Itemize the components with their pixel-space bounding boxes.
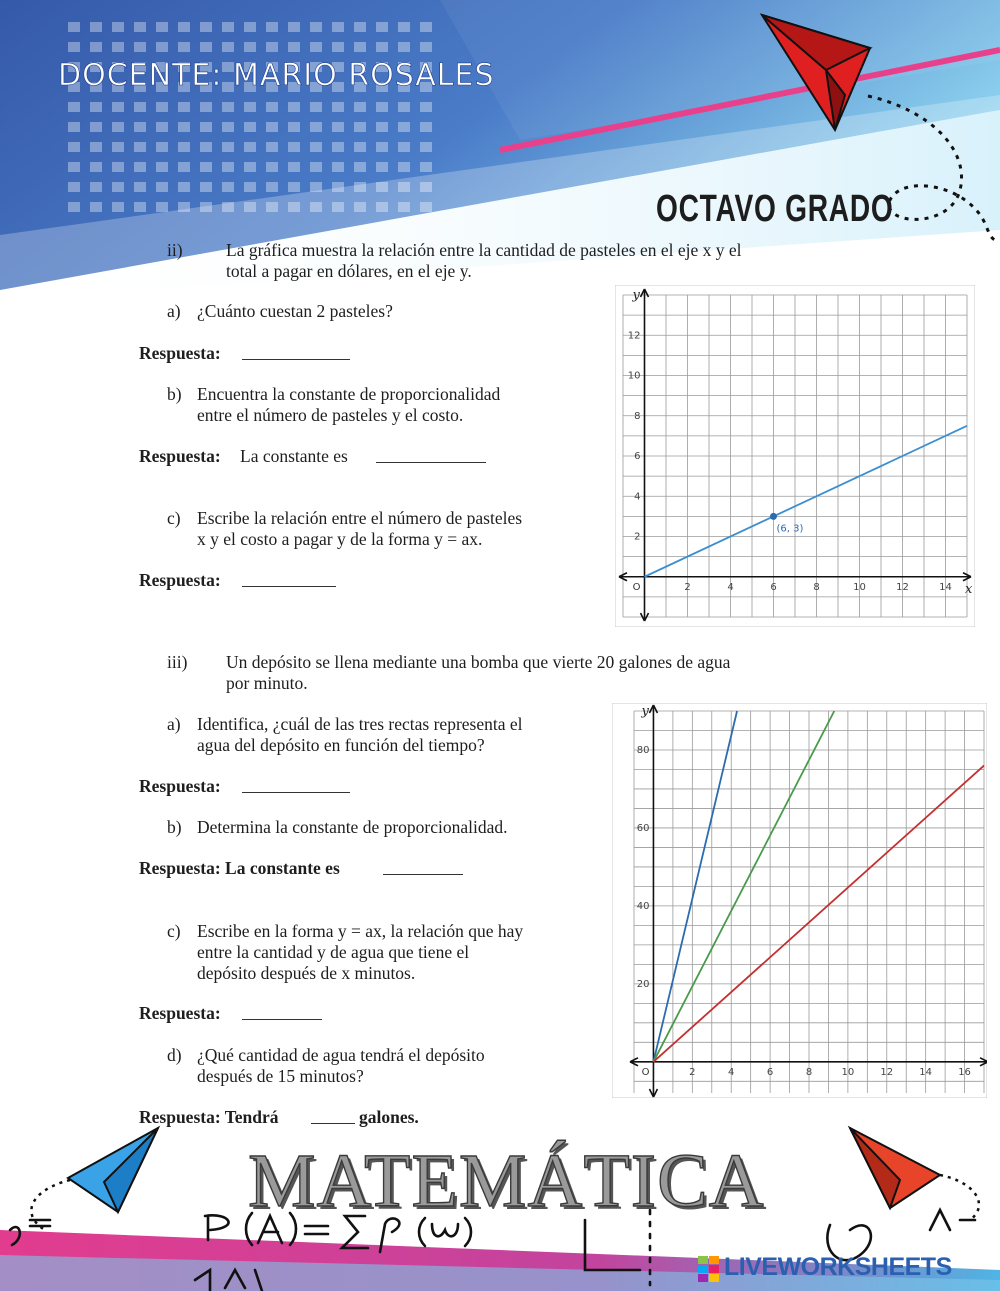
y-tick-label: 10 xyxy=(627,370,641,382)
x-tick-label: 8 xyxy=(805,1066,813,1078)
question-iii-a-line2: agua del depósito en función del tiempo? xyxy=(197,735,485,755)
question-number-iii: iii) xyxy=(167,652,188,672)
x-tick-label: 12 xyxy=(880,1066,894,1078)
x-tick-label: 6 xyxy=(770,581,777,593)
question-iii-d-line1: ¿Qué cantidad de agua tendrá el depósito xyxy=(197,1045,485,1065)
x-axis-label: x xyxy=(965,581,973,597)
item-label: b) xyxy=(167,817,182,837)
y-tick-label: 40 xyxy=(636,900,650,912)
question-iii-line1: Un depósito se llena mediante una bomba que vierte 20 galones de agua xyxy=(226,652,731,672)
answer-blank-iii-c[interactable] xyxy=(242,1006,322,1020)
question-ii-c-line2: x y el costo a pagar y de la forma y = ax. xyxy=(197,529,483,549)
question-number-ii: ii) xyxy=(167,240,183,260)
question-ii-line1: La gráfica muestra la relación entre la cantidad de pasteles en el eje x y el xyxy=(226,240,742,260)
teacher-name: DOCENTE: MARIO ROSALES xyxy=(58,58,495,93)
answer-label: Respuesta: xyxy=(139,446,221,466)
cakes-cost-graph xyxy=(615,285,975,627)
x-tick-label: 2 xyxy=(684,581,691,593)
item-label: b) xyxy=(167,384,182,404)
x-tick-label: 10 xyxy=(841,1066,855,1078)
liveworksheets-logo-icon xyxy=(698,1256,720,1284)
question-iii-c-line3: depósito después de x minutos. xyxy=(197,963,416,983)
answer-blank-ii-c[interactable] xyxy=(242,573,336,587)
y-tick-label: 4 xyxy=(634,491,641,503)
question-ii-a-text: ¿Cuánto cuestan 2 pasteles? xyxy=(197,301,393,321)
answer-label: Respuesta: xyxy=(139,776,221,796)
y-tick-label: 12 xyxy=(627,330,641,342)
x-tick-label: 6 xyxy=(766,1066,774,1078)
x-tick-label: 4 xyxy=(728,1066,735,1078)
data-point xyxy=(770,513,777,520)
x-tick-label: 16 xyxy=(958,1066,971,1078)
item-label: c) xyxy=(167,921,181,941)
y-tick-label: 20 xyxy=(636,978,650,990)
item-label: a) xyxy=(167,301,181,321)
liveworksheets-brand: LIVEWORKSHEETS xyxy=(724,1253,952,1281)
answer-label: Respuesta: xyxy=(139,343,221,363)
y-tick-label: 8 xyxy=(634,410,641,422)
question-ii-c-line1: Escribe la relación entre el número de pasteles xyxy=(197,508,523,528)
y-tick-label: 60 xyxy=(636,822,650,834)
question-iii-c-line2: entre la cantidad y de agua que tiene el xyxy=(197,942,470,962)
x-tick-label: 14 xyxy=(939,581,952,593)
question-iii-c-line1: Escribe en la forma y = ax, la relación que hay xyxy=(197,921,524,941)
answer-blank-iii-b[interactable] xyxy=(383,861,463,875)
origin-label: O xyxy=(641,1066,650,1078)
answer-iii-d-label: Respuesta: Tendrá xyxy=(139,1107,279,1127)
answer-label: Respuesta: xyxy=(139,1003,221,1023)
x-tick-label: 8 xyxy=(813,581,820,593)
answer-label: Respuesta: xyxy=(139,570,221,590)
answer-blank-iii-a[interactable] xyxy=(242,779,350,793)
x-tick-label: 12 xyxy=(896,581,909,593)
x-tick-label: 2 xyxy=(689,1066,696,1078)
y-tick-label: 6 xyxy=(634,451,641,462)
question-iii-b-text: Determina la constante de proporcionalidad. xyxy=(197,817,508,837)
footer-title: MATEMÁTICA xyxy=(248,1139,765,1223)
item-label: a) xyxy=(167,714,181,734)
x-tick-label: 4 xyxy=(727,581,734,593)
question-iii-a-line1: Identifica, ¿cuál de las tres rectas representa el xyxy=(197,714,523,734)
origin-label: O xyxy=(632,581,641,593)
data-point-label: (6, 3) xyxy=(776,523,804,535)
y-tick-label: 2 xyxy=(634,531,641,543)
item-label: d) xyxy=(167,1045,182,1065)
answer-ii-b-text: La constante es xyxy=(240,446,348,466)
x-tick-label: 14 xyxy=(919,1066,933,1078)
question-ii-line2: total a pagar en dólares, en el eje y. xyxy=(226,261,472,281)
grade-title: OCTAVO GRADO xyxy=(656,188,894,230)
question-iii-d-line2: después de 15 minutos? xyxy=(197,1066,364,1086)
answer-blank-ii-b[interactable] xyxy=(376,449,486,463)
question-ii-b-line1: Encuentra la constante de proporcionalidad xyxy=(197,384,501,404)
answer-blank-ii-a[interactable] xyxy=(242,346,350,360)
question-iii-line2: por minuto. xyxy=(226,673,308,693)
answer-iii-d-unit: galones. xyxy=(359,1107,419,1127)
question-ii-b-line2: entre el número de pasteles y el costo. xyxy=(197,405,464,425)
paper-plane-icon xyxy=(850,1128,940,1208)
water-tank-graph xyxy=(612,703,987,1098)
answer-iii-b-label: Respuesta: La constante es xyxy=(139,858,340,878)
y-axis-label: y xyxy=(641,704,649,719)
y-axis-label: y xyxy=(632,288,640,303)
item-label: c) xyxy=(167,508,181,528)
x-tick-label: 10 xyxy=(853,581,866,593)
chart-frame xyxy=(612,703,987,1098)
paper-plane-icon xyxy=(68,1128,158,1212)
y-tick-label: 80 xyxy=(636,744,650,756)
